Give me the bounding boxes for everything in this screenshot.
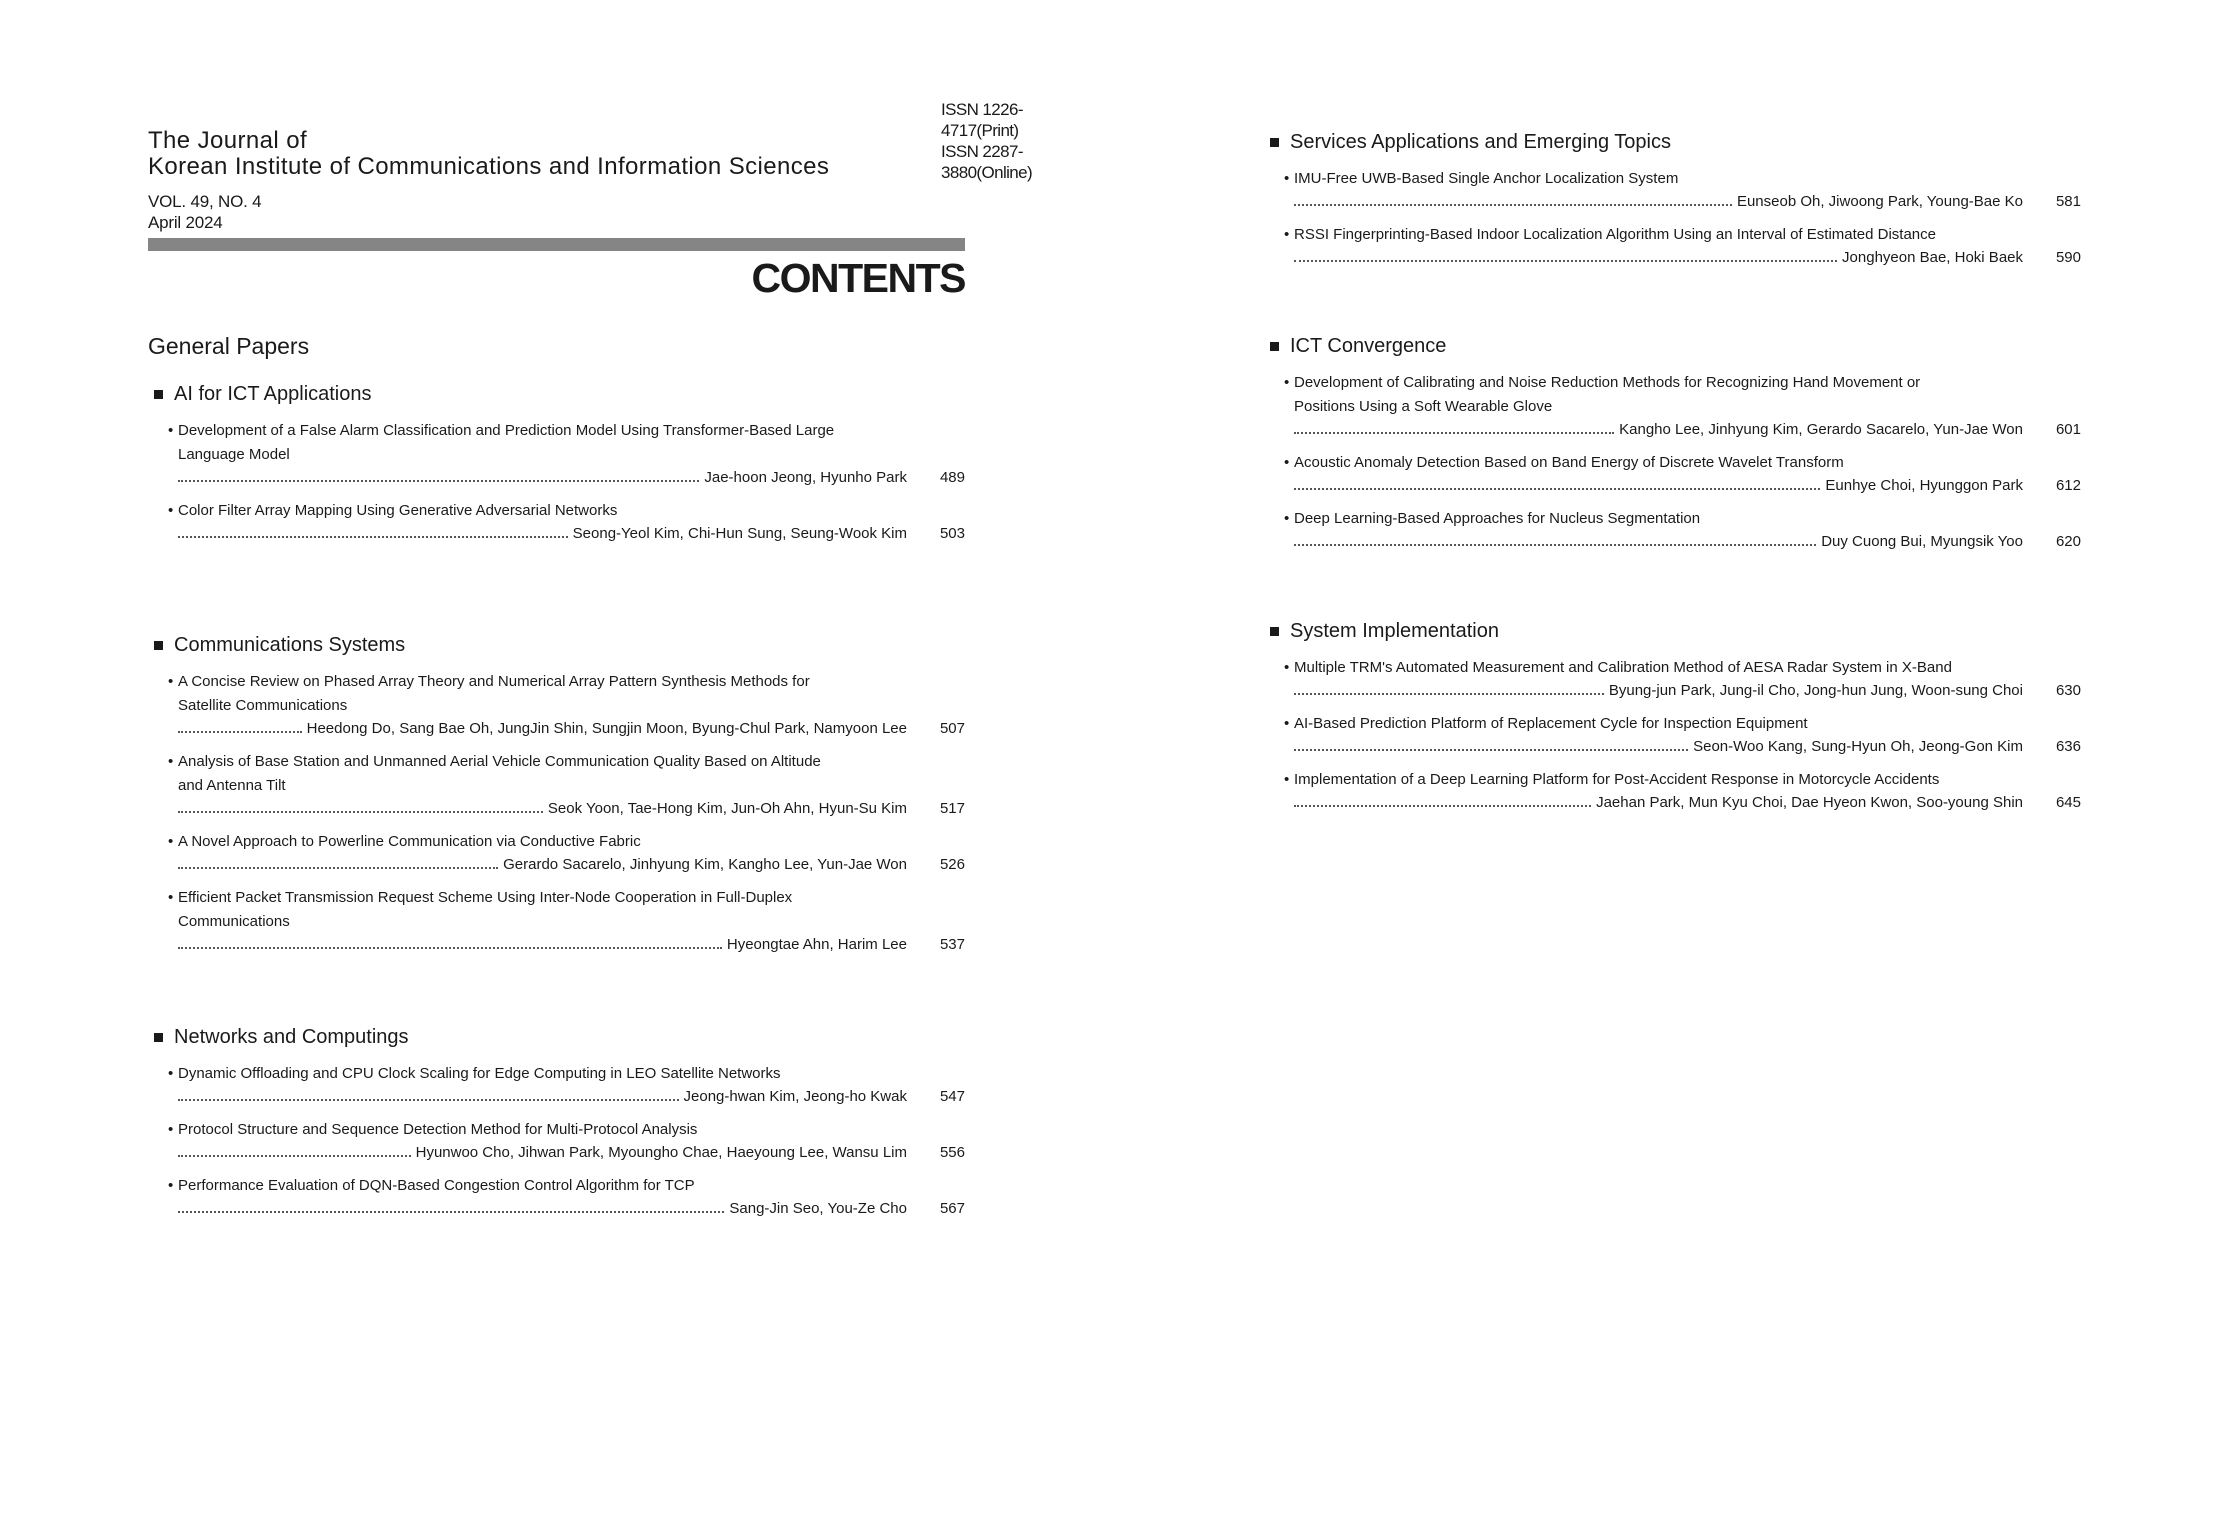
dot-leader [1294,260,1837,262]
paper-title: Multiple TRM's Automated Measurement and Calibration Method of AESA Radar System in X-Band [1294,659,1952,676]
page-number[interactable]: 581 [2055,193,2081,210]
toc-entry[interactable] [168,499,965,545]
toc-entry[interactable] [1284,371,2081,441]
dot-leader [178,1155,411,1157]
paper-authors: Sang-Jin Seo, You-Ze Cho [729,1200,907,1217]
dot-leader [178,536,568,538]
bullet-icon: • [168,422,174,439]
toc-entry[interactable] [168,830,965,876]
bullet-icon: • [168,833,174,850]
volume-info [148,191,261,233]
bullet-icon: • [168,753,174,770]
page-number[interactable]: 537 [939,936,965,953]
paper-authors: Seok Yoon, Tae-Hong Kim, Jun-Oh Ahn, Hyun-Su Kim [547,800,907,817]
paper-title: Protocol Structure and Sequence Detection Method for Multi-Protocol Analysis [178,1121,698,1138]
byline [1284,247,2081,269]
toc-entry[interactable] [1284,451,2081,497]
paper-title-line [168,499,965,523]
paper-title: A Novel Approach to Powerline Communication via Conductive Fabric [178,833,641,850]
page-number[interactable]: 645 [2055,794,2081,811]
paper-title-line [1284,712,2081,736]
bullet-icon: • [168,502,174,519]
paper-authors: Jeong-hwan Kim, Jeong-ho Kwak [683,1088,907,1105]
dot-leader [178,480,699,482]
byline [1284,531,2081,553]
bullet-icon: • [1284,170,1290,187]
page-number[interactable]: 601 [2055,421,2081,438]
paper-title: Dynamic Offloading and CPU Clock Scaling for Edge Computing in LEO Satellite Networks [178,1065,781,1082]
paper-title: Deep Learning-Based Approaches for Nucleus Segmentation [1294,510,1701,527]
paper-title-line [168,670,965,694]
paper-authors: Hyeongtae Ahn, Harim Lee [726,936,907,953]
square-bullet-icon [1270,627,1279,636]
toc-entry[interactable] [1284,507,2081,553]
paper-title-line [168,1062,965,1086]
section-networks-computings [148,1024,968,1230]
page-number[interactable]: 526 [939,856,965,873]
bullet-icon [1284,395,1294,419]
page-number[interactable]: 620 [2055,533,2081,550]
paper-authors: Gerardo Sacarelo, Jinhyung Kim, Kangho Lee, Yun-Jae Won [503,856,907,873]
section-title: AI for ICT Applications [174,383,372,405]
byline [168,1086,965,1108]
toc-entry[interactable] [168,1174,965,1220]
paper-title: Implementation of a Deep Learning Platform for Post-Accident Response in Motorcycle Accidents [1294,771,1940,788]
dot-leader [178,811,543,813]
section-ai-ict [148,381,968,555]
paper-title: AI-Based Prediction Platform of Replacement Cycle for Inspection Equipment [1294,715,1808,732]
page-number[interactable]: 489 [939,469,965,486]
paper-title: Communications [178,913,290,930]
bullet-icon: • [168,673,174,690]
paper-title: Development of Calibrating and Noise Reduction Methods for Recognizing Hand Movement or [1294,374,1921,391]
dot-leader [1294,204,1732,206]
byline [168,1142,965,1164]
section-heading [1264,618,2084,644]
paper-title-line [1284,768,2081,792]
bullet-icon [168,774,178,798]
byline [1284,191,2081,213]
square-bullet-icon [154,1033,163,1042]
paper-title-line [168,443,965,467]
paper-title: Development of a False Alarm Classification and Prediction Model Using Transformer-Based Large [178,422,835,439]
paper-title-line [168,750,965,774]
paper-title-line [1284,167,2081,191]
page-number[interactable]: 636 [2055,738,2081,755]
page-number[interactable]: 567 [939,1200,965,1217]
paper-title-line [168,1118,965,1142]
toc-entry[interactable] [168,750,965,820]
section-title: Networks and Computings [174,1026,409,1048]
toc-entry[interactable] [168,1062,965,1108]
byline [1284,680,2081,702]
toc-entry[interactable] [168,1118,965,1164]
byline [1284,792,2081,814]
page-number[interactable]: 547 [939,1088,965,1105]
toc-entry[interactable] [1284,167,2081,213]
paper-authors: Jonghyeon Bae, Hoki Baek [1842,249,2023,266]
section-heading [148,381,968,407]
byline [1284,419,2081,441]
page-number[interactable]: 517 [939,800,965,817]
paper-authors: Seong-Yeol Kim, Chi-Hun Sung, Seung-Wook Kim [572,525,907,542]
dot-leader [178,1211,724,1213]
toc-entry[interactable] [1284,223,2081,269]
dot-leader [1294,693,1604,695]
paper-title: Efficient Packet Transmission Request Scheme Using Inter-Node Cooperation in Full-Duplex [178,889,793,906]
volume-number: VOL. 49, NO. 4 [148,192,262,211]
toc-entry[interactable] [1284,712,2081,758]
paper-authors: Seon-Woo Kang, Sung-Hyun Oh, Jeong-Gon Kim [1693,738,2023,755]
bullet-icon: • [1284,715,1290,732]
page-number[interactable]: 507 [939,720,965,737]
section-communications-systems [148,632,968,966]
bullet-icon [168,443,178,467]
byline [1284,736,2081,758]
square-bullet-icon [1270,342,1279,351]
page-number[interactable]: 630 [2055,682,2081,699]
toc-entry[interactable] [1284,656,2081,702]
bullet-icon [168,694,178,718]
paper-title: and Antenna Tilt [178,777,286,794]
paper-title-line [1284,507,2081,531]
journal-title [148,128,829,180]
byline [168,934,965,956]
paper-title: RSSI Fingerprinting-Based Indoor Localization Algorithm Using an Interval of Estimated Distance [1294,226,1936,243]
section-heading [1264,333,2084,359]
paper-title-line [1284,371,2081,395]
issue-date: April 2024 [148,213,223,232]
bullet-icon: • [168,889,174,906]
paper-title-line [1284,395,2081,419]
paper-authors: Duy Cuong Bui, Myungsik Yoo [1821,533,2023,550]
paper-title-line [1284,451,2081,475]
byline [168,1198,965,1220]
section-title: System Implementation [1290,620,1499,642]
paper-title-line [168,1174,965,1198]
square-bullet-icon [154,390,163,399]
section-ict-convergence [1264,333,2084,563]
section-title: Services Applications and Emerging Topics [1290,131,1671,153]
dot-leader [178,947,722,949]
dot-leader [178,731,302,733]
toc-entry[interactable] [1284,768,2081,814]
section-title: Communications Systems [174,634,406,656]
general-papers-heading: General Papers [148,333,310,359]
journal-title-line1: The Journal of [148,127,308,154]
byline [1284,475,2081,497]
byline [168,523,965,545]
dot-leader [1294,544,1816,546]
paper-title: Color Filter Array Mapping Using Generative Adversarial Networks [178,502,618,519]
paper-title: Satellite Communications [178,697,348,714]
square-bullet-icon [154,641,163,650]
section-services-applications [1264,129,2084,279]
bullet-icon: • [168,1121,174,1138]
byline [168,467,965,489]
page-number[interactable]: 590 [2055,249,2081,266]
issn-print: ISSN 1226-4717(Print) [941,100,1023,140]
bullet-icon: • [1284,226,1290,243]
bullet-icon [168,910,178,934]
byline [168,718,965,740]
paper-title-line [1284,223,2081,247]
toc-entry[interactable] [168,886,965,956]
contents-heading: CONTENTS [751,255,965,301]
issn-online: ISSN 2287-3880(Online) [941,142,1033,182]
section-heading [1264,129,2084,155]
dot-leader [178,1099,679,1101]
issn-block [941,99,1032,183]
paper-title-line [168,886,965,910]
page-number[interactable]: 503 [939,525,965,542]
bullet-icon: • [1284,659,1290,676]
paper-authors: Eunhye Choi, Hyunggon Park [1825,477,2023,494]
paper-title: Analysis of Base Station and Unmanned Aerial Vehicle Communication Quality Based on Altitude [178,753,821,770]
bullet-icon: • [1284,454,1290,471]
dot-leader [178,867,498,869]
paper-authors: Byung-jun Park, Jung-il Cho, Jong-hun Jung, Woon-sung Choi [1608,682,2023,699]
dot-leader [1294,432,1614,434]
paper-authors: Eunseob Oh, Jiwoong Park, Young-Bae Ko [1736,193,2023,210]
square-bullet-icon [1270,138,1279,147]
journal-title-line2: Korean Institute of Communications and Information Sciences [148,153,830,180]
paper-authors: Hyunwoo Cho, Jihwan Park, Myoungho Chae, Haeyoung Lee, Wansu Lim [415,1144,907,1161]
paper-title-line [1284,656,2081,680]
bullet-icon: • [168,1065,174,1082]
paper-title-line [168,694,965,718]
paper-title: IMU-Free UWB-Based Single Anchor Localization System [1294,170,1679,187]
section-title: ICT Convergence [1290,335,1447,357]
section-heading [148,632,968,658]
paper-title-line [168,910,965,934]
bullet-icon: • [1284,510,1290,527]
bullet-icon: • [1284,374,1290,391]
paper-title-line [168,774,965,798]
paper-title: Positions Using a Soft Wearable Glove [1294,398,1553,415]
toc-entry[interactable] [168,419,965,489]
bullet-icon: • [1284,771,1290,788]
dot-leader [1294,805,1591,807]
byline [168,798,965,820]
bullet-icon: • [168,1177,174,1194]
paper-title-line [168,830,965,854]
paper-title: Acoustic Anomaly Detection Based on Band Energy of Discrete Wavelet Transform [1294,454,1844,471]
section-system-implementation [1264,618,2084,824]
byline [168,854,965,876]
paper-title: Performance Evaluation of DQN-Based Congestion Control Algorithm for TCP [178,1177,695,1194]
dot-leader [1294,488,1820,490]
paper-title-line [168,419,965,443]
paper-authors: Heedong Do, Sang Bae Oh, JungJin Shin, Sungjin Moon, Byung-Chul Park, Namyoon Lee [306,720,907,737]
toc-entry[interactable] [168,670,965,740]
paper-authors: Kangho Lee, Jinhyung Kim, Gerardo Sacarelo, Yun-Jae Won [1619,421,2023,438]
paper-authors: Jaehan Park, Mun Kyu Choi, Dae Hyeon Kwon, Soo-young Shin [1596,794,2023,811]
section-heading [148,1024,968,1050]
dot-leader [1294,749,1688,751]
paper-title: Language Model [178,446,290,463]
paper-title: A Concise Review on Phased Array Theory and Numerical Array Pattern Synthesis Methods for [178,673,810,690]
page-number[interactable]: 556 [939,1144,965,1161]
page-number[interactable]: 612 [2055,477,2081,494]
paper-authors: Jae-hoon Jeong, Hyunho Park [704,469,907,486]
